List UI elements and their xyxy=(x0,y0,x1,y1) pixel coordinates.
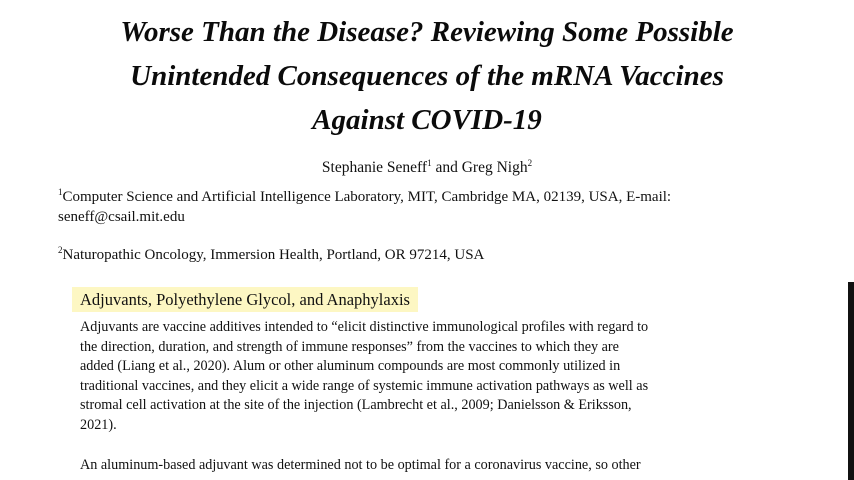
edge-bar xyxy=(848,282,854,480)
affiliation-email: seneff@csail.mit.edu xyxy=(58,209,185,225)
title-line: Unintended Consequences of the mRNA Vaccines xyxy=(130,60,724,92)
paragraph-line: the direction, duration, and strength of immune responses” from the vaccines to which they are xyxy=(80,338,619,355)
paragraph-line: stromal cell activation at the site of the injection (Lambrecht et al., 2009; Danielsson & Eriksson, xyxy=(80,397,632,414)
affiliation-superscript: 2 xyxy=(58,245,63,255)
affiliation-text: Computer Science and Artificial Intelligence Laboratory, MIT, Cambridge MA, 02139, USA, E-mail: xyxy=(62,189,672,205)
paragraph-line: traditional vaccines, and they elicit a wide range of systemic immune activation pathways as well as xyxy=(80,377,649,394)
affiliation-text: Naturopathic Oncology, Immersion Health, Portland, OR 97214, USA xyxy=(62,247,485,263)
paragraph-line: 2021). xyxy=(80,416,117,433)
title-line: Worse Than the Disease? Reviewing Some Possible xyxy=(120,16,734,48)
paper-title xyxy=(0,10,854,142)
title-line: Against COVID-19 xyxy=(312,104,542,136)
paragraph-line: An aluminum-based adjuvant was determined not to be optimal for a coronavirus vaccine, so other xyxy=(80,457,641,473)
affiliation-2 xyxy=(58,240,484,265)
author-name: Stephanie Seneff xyxy=(321,159,428,177)
body-paragraph xyxy=(80,318,760,436)
paragraph-line: added (Liang et al., 2020). Alum or other aluminum compounds are most commonly utilized in xyxy=(80,358,621,375)
author-name: and Greg Nigh xyxy=(431,159,528,177)
section-heading: Adjuvants, Polyethylene Glycol, and Anaphylaxis xyxy=(72,287,418,312)
author-line xyxy=(0,158,854,177)
affiliation-1 xyxy=(58,182,671,227)
affiliation-superscript: 1 xyxy=(58,187,63,197)
paragraph-line: Adjuvants are vaccine additives intended to “elicit distinctive immunological profiles with regard to xyxy=(80,319,649,335)
body-paragraph xyxy=(80,456,760,476)
author-superscript: 1 xyxy=(427,158,432,168)
author-superscript: 2 xyxy=(527,158,533,168)
